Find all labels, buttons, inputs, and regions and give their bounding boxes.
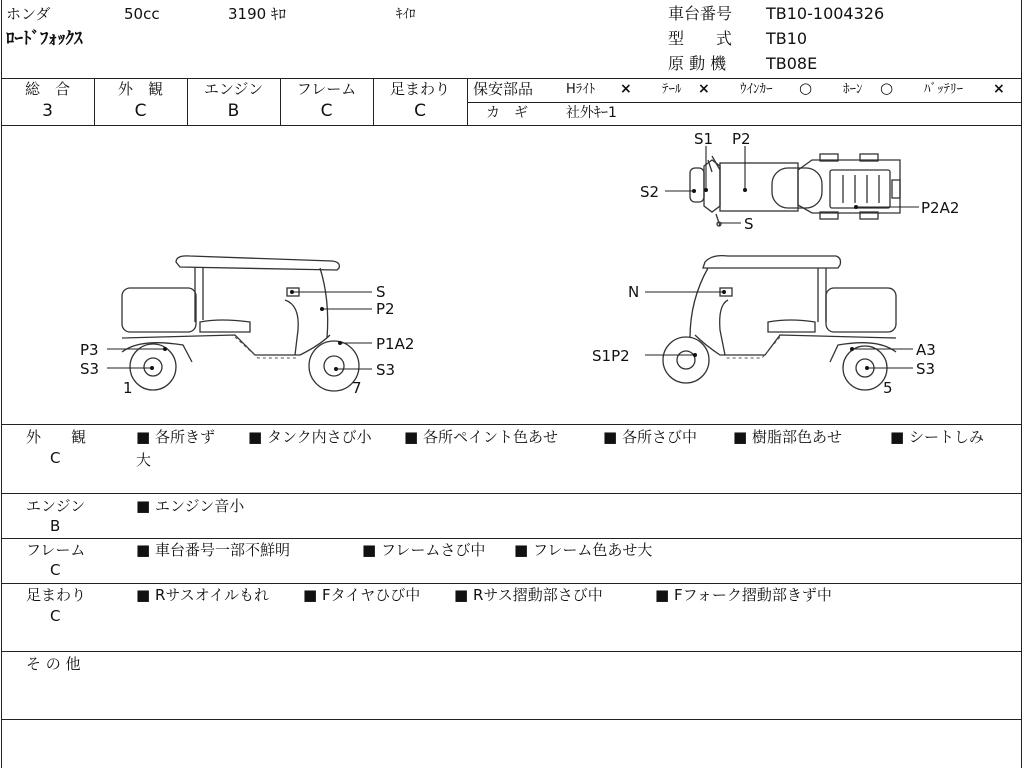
type-value: TB10 bbox=[766, 29, 808, 48]
remark-item: ■ フレームさび中 bbox=[362, 541, 486, 559]
divider bbox=[467, 78, 468, 125]
safety-tail-mark: × bbox=[698, 81, 710, 97]
remark-item: ■ エンジン音小 bbox=[136, 497, 245, 515]
score-value-engine: B bbox=[227, 101, 240, 121]
remark-title-other: そ の 他 bbox=[26, 655, 81, 673]
safety-headlight-label: Hﾗｲﾄ bbox=[566, 82, 596, 97]
safety-winker-mark: ○ bbox=[799, 79, 813, 97]
scooter-left-view bbox=[80, 256, 414, 397]
right-label-5: 5 bbox=[883, 379, 893, 397]
divider bbox=[1, 493, 1022, 494]
safety-tail-label: ﾃｰﾙ bbox=[662, 82, 682, 97]
remark-item-overflow: 大 bbox=[136, 451, 152, 469]
remark-item: ■ Rサス摺動部さび中 bbox=[454, 586, 603, 604]
scooter-top-view bbox=[640, 130, 959, 233]
left-label-s3-front: S3 bbox=[376, 361, 396, 379]
model-name: ﾛｰﾄﾞﾌｫｯｸｽ bbox=[6, 29, 83, 49]
scooter-right-view bbox=[592, 256, 936, 397]
left-label-s: S bbox=[376, 283, 386, 301]
safety-winker-label: ｳｲﾝｶｰ bbox=[740, 82, 773, 97]
score-value-exterior: C bbox=[134, 101, 147, 121]
remark-title-frame: フレーム bbox=[26, 541, 86, 559]
remark-grade-suspension: C bbox=[50, 607, 61, 625]
engine-label: 原 動 機 bbox=[668, 54, 727, 73]
divider bbox=[1, 651, 1022, 652]
score-value-frame: C bbox=[320, 101, 333, 121]
remark-item: ■ 各所きず bbox=[136, 428, 215, 446]
score-label-suspension: 足まわり bbox=[389, 80, 450, 98]
engine-model: TB08E bbox=[766, 54, 818, 73]
right-label-s3: S3 bbox=[916, 360, 936, 378]
divider bbox=[1, 538, 1022, 539]
divider bbox=[1, 583, 1022, 584]
remark-item: ■ Rサスオイルもれ bbox=[136, 586, 270, 604]
top-label-p2a2: P2A2 bbox=[921, 199, 960, 217]
remark-item: ■ Fタイヤひび中 bbox=[303, 586, 421, 604]
left-label-7: 7 bbox=[352, 379, 362, 397]
divider bbox=[1, 719, 1022, 720]
safety-headlight-mark: × bbox=[620, 81, 632, 97]
score-label-overall: 総 合 bbox=[24, 80, 70, 98]
top-label-s: S bbox=[744, 215, 754, 233]
remark-title-engine: エンジン bbox=[26, 497, 86, 515]
key-value: 社外ｷｰ1 bbox=[566, 105, 617, 121]
safety-horn-mark: ○ bbox=[880, 79, 894, 97]
remark-item: ■ タンク内さび小 bbox=[248, 428, 372, 446]
damage-diagram bbox=[0, 126, 1024, 424]
maker: ホンダ bbox=[6, 5, 51, 23]
left-label-p1a2: P1A2 bbox=[376, 335, 415, 353]
divider bbox=[1, 424, 1022, 425]
score-value-suspension: C bbox=[414, 101, 426, 121]
safety-horn-label: ﾎｰﾝ bbox=[843, 82, 863, 97]
safety-battery-mark: × bbox=[993, 81, 1005, 97]
key-label: カ ギ bbox=[486, 105, 528, 121]
score-label-engine: エンジン bbox=[203, 80, 264, 98]
safety-battery-label: ﾊﾞｯﾃﾘｰ bbox=[924, 82, 963, 97]
divider bbox=[1, 78, 1022, 79]
top-label-p2: P2 bbox=[732, 130, 751, 148]
remark-item: ■ フレーム色あせ大 bbox=[514, 541, 653, 559]
remark-item: ■ Fフォーク摺動部きず中 bbox=[655, 586, 832, 604]
right-label-n: N bbox=[628, 283, 640, 301]
mileage-unit: ｷｲﾛ bbox=[396, 7, 416, 22]
remark-item: ■ 各所さび中 bbox=[603, 428, 697, 446]
remark-grade-engine: B bbox=[50, 517, 61, 535]
displacement: 50cc bbox=[124, 5, 160, 23]
score-label-frame: フレーム bbox=[296, 80, 357, 98]
remark-item: ■ 車台番号一部不鮮明 bbox=[136, 541, 290, 559]
top-label-s1: S1 bbox=[694, 130, 714, 148]
divider bbox=[467, 102, 1022, 103]
score-value-overall: 3 bbox=[42, 101, 53, 121]
remark-item: ■ シートしみ bbox=[890, 428, 984, 446]
top-label-s2: S2 bbox=[640, 183, 660, 201]
safety-title: 保安部品 bbox=[473, 80, 534, 98]
left-label-p3: P3 bbox=[80, 341, 99, 359]
frame-number: TB10-1004326 bbox=[766, 4, 885, 23]
right-label-a3: A3 bbox=[916, 341, 936, 359]
right-label-s1p2: S1P2 bbox=[592, 347, 630, 365]
left-label-p2: P2 bbox=[376, 300, 395, 318]
remark-item: ■ 樹脂部色あせ bbox=[733, 428, 842, 446]
left-label-s3-rear: S3 bbox=[80, 360, 100, 378]
mileage: 3190 ｷﾛ bbox=[228, 5, 286, 23]
remark-item: ■ 各所ペイント色あせ bbox=[404, 428, 558, 446]
remark-grade-frame: C bbox=[50, 561, 61, 579]
type-label: 型 式 bbox=[668, 29, 733, 48]
remark-title-exterior: 外 観 bbox=[26, 428, 87, 446]
remark-grade-exterior: C bbox=[50, 449, 61, 467]
score-label-exterior: 外 観 bbox=[117, 80, 163, 98]
left-label-1: 1 bbox=[123, 379, 133, 397]
remark-title-suspension: 足まわり bbox=[26, 586, 87, 604]
frame-number-label: 車台番号 bbox=[668, 4, 733, 23]
